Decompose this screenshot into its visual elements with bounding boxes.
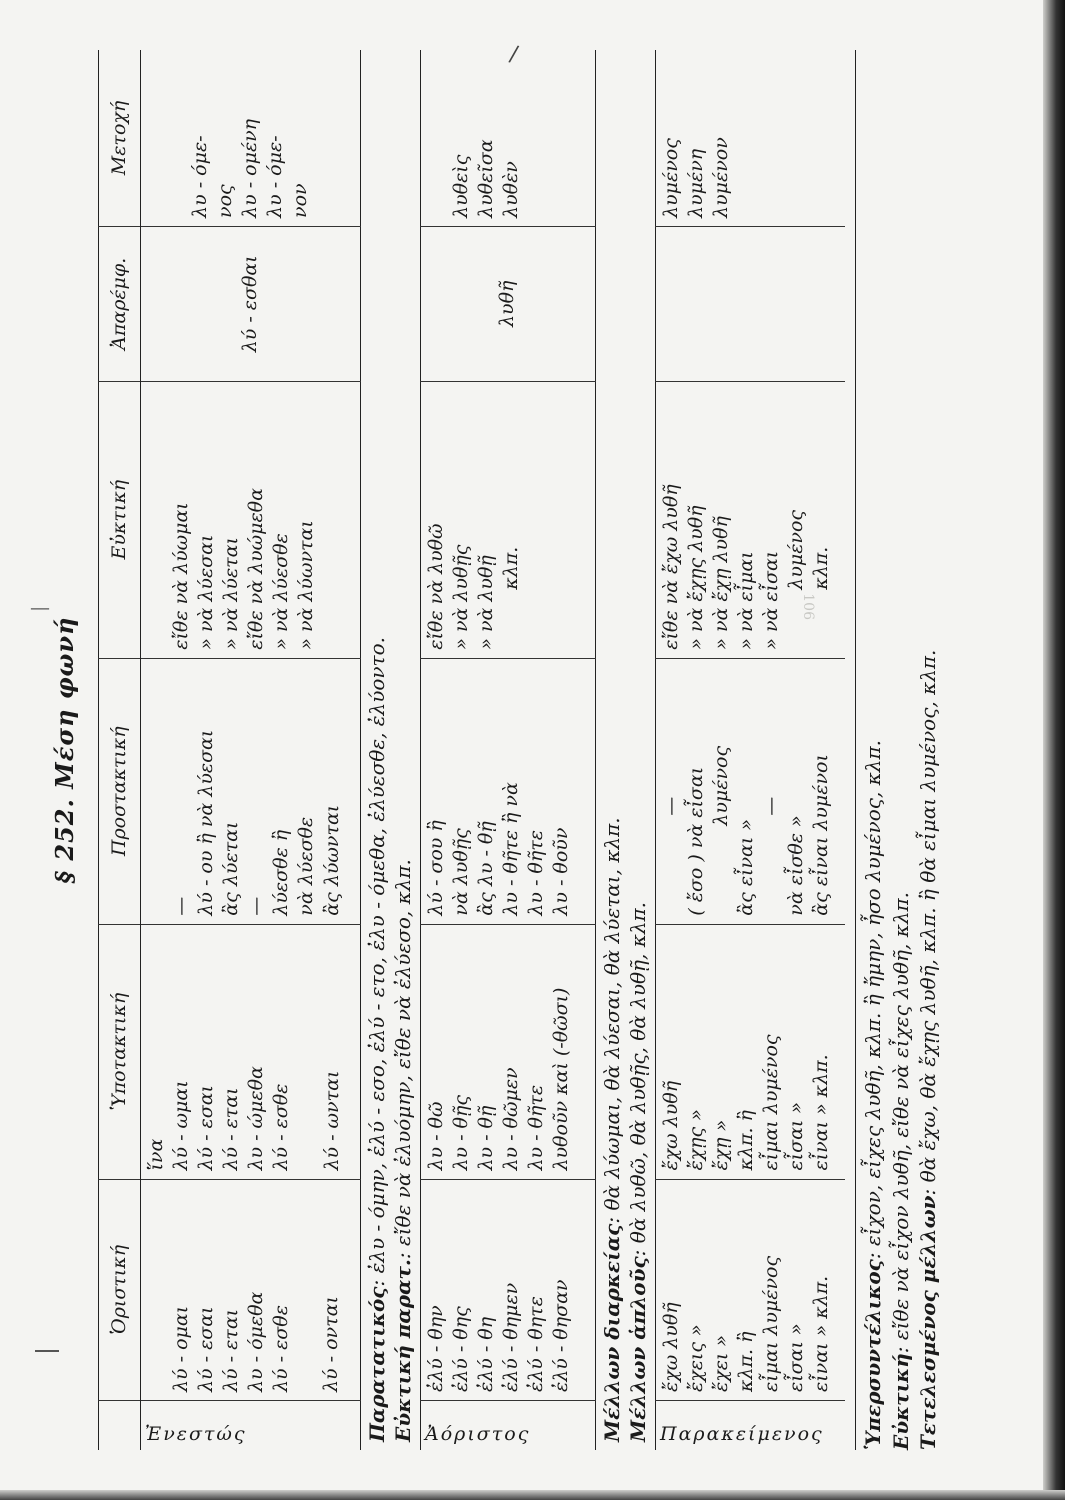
form: λυθῆ [496,280,519,327]
form: λύ - ωνται [320,1070,343,1171]
header-oristiki: Ὁριστική [99,1179,141,1400]
form: » νὰ ἔχῃ λυθῆ [709,516,732,650]
form: λυ - ομένη [239,118,262,218]
form: εἴθε νὰ λύωμαι [170,502,193,650]
form: εἶμαι λυμένος [759,1034,782,1171]
form: ἂς εἶναι » [734,819,757,916]
ypersyntelikos-label: Ὑπερσυντέλικος [861,1259,885,1450]
form: ἵνα [145,1138,168,1171]
form: λυ - θῆτε [525,1084,548,1171]
enestos-oristiki [141,1179,361,1400]
form: λυ - όμε- [188,135,211,218]
eyktiki-paratatikou-forms: : εἴθε νὰ ἐλυόμην, εἴθε νὰ ἐλύεσο, κλπ. [391,859,416,1260]
form: νὰ λύεσθε [295,816,318,916]
rotated-page [50,50,941,1450]
form: λύ - εσθαι [239,255,262,353]
form: εἶναι » κλπ. [810,1054,833,1171]
header-eyktiki: Εὐκτική [99,381,141,658]
form: λυ - όμε- [264,135,287,218]
form: λύ - ομαι [170,1305,193,1392]
form: ἔχει » [709,1334,732,1392]
form: εἴθε νὰ λυώμεθα [245,488,268,650]
form: λύ - εσαι [195,1306,218,1392]
form: λυθεῖσα [474,139,497,218]
form: λύ - εται [220,1308,243,1392]
conjugation-table [98,50,845,1450]
eyktiki-paratatikou-label: Εὐκτική παρατ. [391,1259,416,1442]
aoristos-prostaktiki [420,658,595,924]
form: » νὰ λυθῇς [449,544,472,650]
form: λυ - θῇς [449,1094,472,1171]
tetelesmenos-label: Τετελεσμένος μέλλων [916,1195,941,1450]
form: λυ - θοῦν [550,827,573,916]
header-prostaktiki: Προστακτική [99,658,141,924]
page-title: § 252. Μέση φωνή [50,616,79,884]
form: — [245,896,268,916]
form [295,933,320,1171]
form: λυθοῦν καὶ (-θῶσι) [550,987,573,1171]
page-bottom-edge [0,1490,1065,1500]
form: εἴθε νὰ λυθῶ [424,523,447,650]
label-aoristos: Ἀόριστος [424,1423,531,1445]
form: λύ - εσθε [270,1305,293,1392]
footer-line-tetelesmenos [915,50,943,1450]
form: ἔχω λυθῆ [659,1080,682,1171]
header-empty [99,1400,141,1450]
footer-eyktiki-label: Εὐκτική [888,1353,913,1450]
form: λύ - σου ἢ [424,820,447,916]
form: εἶμαι λυμένος [759,1255,782,1392]
form: λύ - ονται [320,1296,343,1392]
footer-notes [855,50,943,1450]
form [144,390,169,650]
form: λυ - ώμεθα [245,1066,268,1171]
form: λυθὲν [500,161,523,218]
form: λυ - θῆτε [525,830,548,916]
form: λυμένος [785,509,808,590]
form: λυ - θῆτε ἢ νὰ [500,782,523,916]
label-parakeimenos-cell [655,1400,845,1450]
form: ( ἔσο ) νὰ εἶσαι [684,766,707,916]
mellontas-note [595,50,655,1450]
form: λυμένον [709,137,732,218]
form: λυμένη [684,148,707,218]
form: νὰ εἶσθε » [785,815,808,916]
enestos-aparemfato [141,226,361,381]
form: » νὰ εἶσαι [759,550,782,650]
form: ἂς λυ - θῇ [475,821,498,916]
form: ἂς εἶναι λυμένοι [810,754,833,916]
paratatikos-forms: : ἐλυ - όμην, ἐλύ - εσο, ἐλύ - ετο, ἐλυ - όμεθα, ἐλύεσθε, ἐλύοντο. [365,636,390,1287]
form: — [659,796,682,816]
parakeimenos-oristiki [655,1179,845,1400]
row-enestos [141,50,361,1450]
form: » νὰ λυθῇ [475,555,498,650]
form: ἐλύ - θην [424,1305,447,1392]
label-enestos: Ἐνεστώς [145,1423,247,1445]
paratatikos-note [361,50,421,1450]
form: » νὰ λύεται [220,537,243,650]
form: ἂς λύωνται [320,804,343,916]
form: ἐλύ - θης [449,1306,472,1392]
form: νὰ λυθῇς [449,828,472,916]
parakeimenos-eyktiki [655,381,845,658]
enestos-eyktiki [141,381,361,658]
form: ἔχεις » [684,1324,707,1392]
form: λυμένος [659,138,682,218]
tetelesmenos-forms: : θὰ ἔχω, θὰ ἔχῃς λυθῆ, κλπ. ἢ θὰ εἶμαι λυμένος, κλπ. [916,649,941,1196]
form: λύεσθε ἢ [270,829,293,916]
header-metochi: Μετοχή [99,50,141,226]
row-aoristos [420,50,595,1450]
aoristos-eyktiki [420,381,595,658]
form [294,1188,319,1392]
ypersyntelikos-forms: : εἶχον, εἶχες λυθῆ, κλπ. ἢ ἤμην, ἦσο λυμένος, κλπ. [861,740,885,1260]
enestos-prostaktiki [141,658,361,924]
aoristos-metochi [420,50,595,226]
form: — [759,796,782,816]
bleed-through-page-number: 106 [800,593,816,620]
page-binding-edge [1043,0,1065,1500]
form: κλπ. [500,546,523,590]
form: » νὰ λύωνται [295,520,318,650]
form: » νὰ ἔχῃς λυθῆ [684,505,707,650]
form: εἶναι » κλπ. [810,1275,833,1392]
row-paratatikos [361,50,421,1450]
mellon-aplous-forms: : θὰ λυθῶ, θὰ λυθῇς, θὰ λυθῇ, κλπ. [626,901,651,1257]
form: ἐλύ - θημεν [500,1282,523,1392]
form: λυθεὶς [449,154,472,218]
form: εἶσαι » [785,1101,808,1171]
parakeimenos-prostaktiki [655,658,845,924]
footer-line-ypersyntelikos [860,50,888,1450]
form: λύ - ωμαι [170,1080,193,1171]
enestos-metochi [141,50,361,226]
margin-mark: — [30,595,50,619]
stray-pen-mark: / [507,41,520,68]
parakeimenos-ypotaktiki [655,924,845,1179]
form: ἔχῃς » [684,1109,707,1171]
form: ἐλύ - θησαν [550,1279,573,1392]
form: λυμένος [709,745,732,826]
form [144,667,169,916]
form: ἔχω λυθῆ [659,1302,682,1392]
mellon-diarkeias-forms: : θὰ λύωμαι, θὰ λύεσαι, θὰ λύεται, κλπ. [599,817,624,1224]
footer-eyktiki-forms: : εἴθε νὰ εἶχον λυθῆ, εἴθε νὰ εἶχες λυθῆ, κλπ. [888,891,913,1354]
aoristos-ypotaktiki [420,924,595,1179]
paratatikos-label: Παρατατικός [365,1286,390,1442]
form: λύ - ου ἢ νὰ λύεσαι [195,729,218,916]
aoristos-aparemfato [420,226,595,381]
form: κλπ. ἢ [734,1331,757,1392]
row-mellontas [595,50,655,1450]
form: λύ - εται [220,1087,243,1171]
form: » νὰ λύεσθε [270,533,293,650]
form: ἔχῃ » [709,1119,732,1171]
header-ypotaktiki: Ὑποτακτική [99,924,141,1179]
form: ἐλύ - θητε [525,1296,548,1392]
form: λυ - θῶ [424,1101,447,1171]
row-parakeimenos [655,50,845,1450]
footer-line-eyktiki [888,50,916,1450]
header-row [99,50,141,1450]
form: » νὰ λύεσαι [195,534,218,650]
form: ἐλύ - θη [475,1316,498,1392]
form: εἴθε νὰ ἔχω λυθῆ [659,484,682,650]
enestos-ypotaktiki [141,924,361,1179]
form: εἶσαι » [785,1323,808,1392]
form: νος [213,184,236,218]
form: ἂς λύεται [220,821,243,916]
mellon-diarkeias-label: Μέλλων διαρκείας [599,1223,624,1442]
form: λυ - όμεθα [245,1291,268,1392]
form: — [170,896,193,916]
form: » νὰ εἶμαι [734,551,757,650]
form: νον [289,183,312,218]
form: λύ - εσθε [270,1083,293,1171]
label-parakeimenos: Παρακείμενος [659,1423,824,1445]
aoristos-oristiki [420,1179,595,1400]
parakeimenos-metochi [655,50,845,226]
mellon-aplous-label: Μέλλων ἁπλοῦς [626,1256,651,1442]
form: κλπ. [810,546,833,590]
label-enestos-cell [141,1400,361,1450]
form: λύ - εσαι [195,1084,218,1171]
header-aparemfato: Ἀπαρέμφ. [99,226,141,381]
parakeimenos-aparemfato [655,226,845,381]
form: λυ - θῇ [475,1105,498,1171]
form: λυ - θῶμεν [500,1067,523,1171]
form: κλπ. ἢ [734,1110,757,1171]
label-aoristos-cell [420,1400,595,1450]
